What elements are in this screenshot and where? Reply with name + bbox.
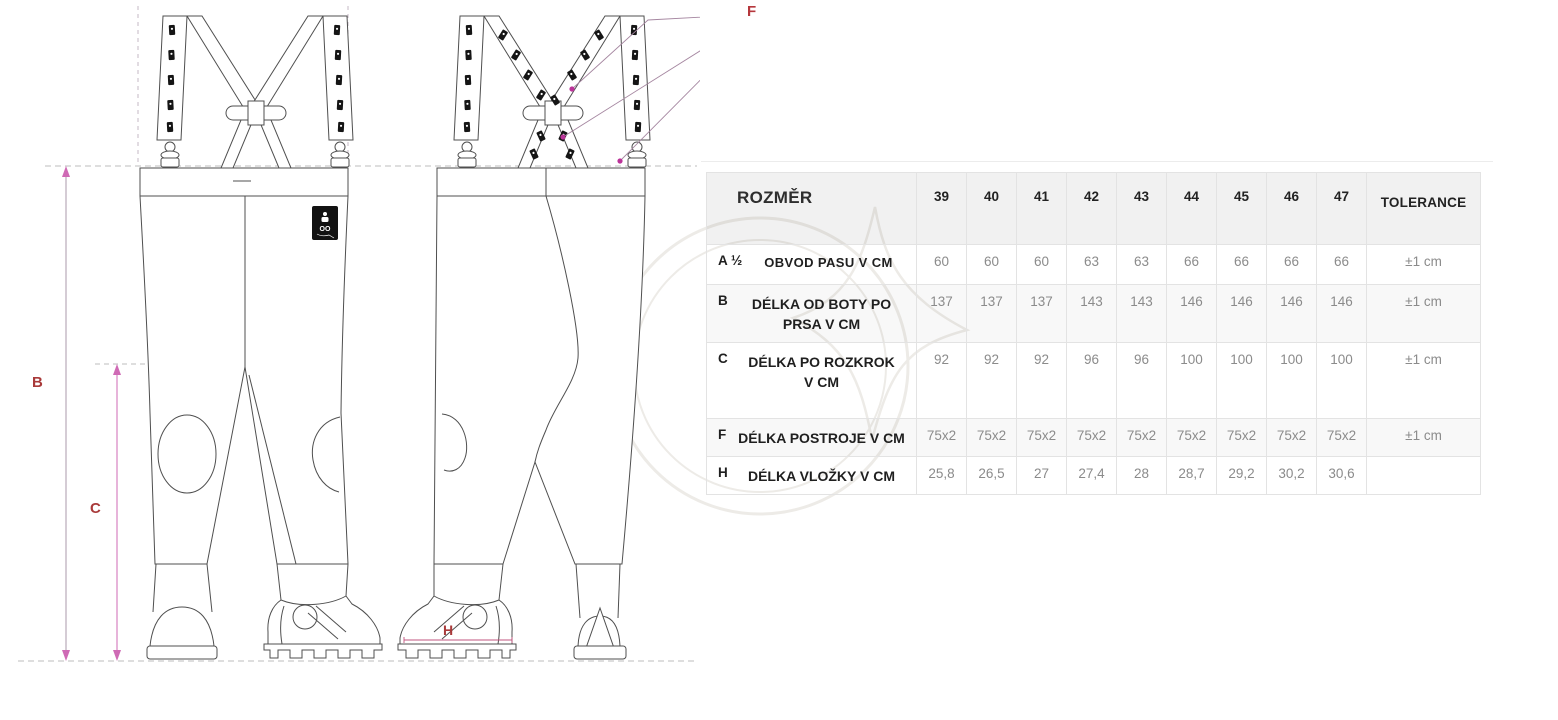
suspender-stud	[335, 50, 342, 60]
size-value: 143	[1117, 285, 1167, 343]
size-value: 75x2	[1117, 419, 1167, 457]
suspender-stud	[464, 100, 471, 110]
dimension-line-c	[113, 364, 121, 661]
size-value: 28	[1117, 457, 1167, 495]
row-label-B	[707, 285, 917, 343]
suspender-stud	[167, 122, 174, 132]
row-prefix: B	[718, 293, 728, 308]
size-value: 60	[967, 245, 1017, 285]
size-value: 66	[1267, 245, 1317, 285]
size-value: 75x2	[1017, 419, 1067, 457]
size-value: 75x2	[1217, 419, 1267, 457]
size-value: 92	[967, 343, 1017, 419]
row-label-H	[707, 457, 917, 495]
brand-patch	[312, 206, 338, 240]
suspender-stud	[465, 50, 472, 60]
col-header-size: 40	[967, 173, 1017, 245]
col-header-size: 44	[1167, 173, 1217, 245]
col-header-size: 46	[1267, 173, 1317, 245]
size-value: 60	[917, 245, 967, 285]
row-label-text: OBVOD PASU V CM	[764, 255, 893, 270]
size-value: 29,2	[1217, 457, 1267, 495]
suspender-stud	[167, 100, 174, 110]
suspender-stud	[465, 75, 472, 85]
tolerance-value: ±1 cm	[1367, 343, 1481, 419]
row-prefix: C	[718, 351, 728, 366]
row-prefix: H	[718, 465, 728, 480]
back-body-outline	[434, 196, 645, 564]
size-value: 75x2	[1317, 419, 1367, 457]
size-table-row-A	[707, 245, 1481, 285]
size-value: 75x2	[1067, 419, 1117, 457]
size-value: 63	[1067, 245, 1117, 285]
row-label-text: DÉLKA VLOŽKY V CM	[747, 468, 895, 484]
harness-point-1	[569, 86, 574, 91]
row-label-C	[707, 343, 917, 419]
suspender-stud	[632, 50, 639, 60]
size-table	[706, 172, 1481, 495]
size-value: 92	[1017, 343, 1067, 419]
size-value: 146	[1217, 285, 1267, 343]
front-body-outline	[140, 196, 348, 564]
back-waist-band	[437, 168, 645, 196]
size-value: 146	[1317, 285, 1367, 343]
size-value: 96	[1067, 343, 1117, 419]
size-value: 66	[1217, 245, 1267, 285]
tolerance-value	[1367, 457, 1481, 495]
row-prefix: F	[718, 427, 727, 442]
size-table-row-B	[707, 285, 1481, 343]
col-header-size: 39	[917, 173, 967, 245]
col-header-size: 42	[1067, 173, 1117, 245]
suspender-stud	[168, 50, 175, 60]
size-value: 25,8	[917, 457, 967, 495]
suspender-stud	[336, 75, 343, 85]
tolerance-value: ±1 cm	[1367, 245, 1481, 285]
suspender-stud	[466, 25, 473, 35]
suspender-stud	[168, 75, 175, 85]
col-header-tolerance: TOLERANCE	[1367, 173, 1481, 245]
size-value: 28,7	[1167, 457, 1217, 495]
size-value: 75x2	[1267, 419, 1317, 457]
col-header-size: 47	[1317, 173, 1367, 245]
size-table-row-F	[707, 419, 1481, 457]
suspender-stud	[338, 122, 345, 132]
brand-patch-text: OO	[319, 226, 331, 233]
suspender-stud	[631, 25, 638, 35]
suspender-stud	[337, 100, 344, 110]
dimension-label-b: B	[32, 374, 43, 391]
harness-point-2	[560, 134, 565, 139]
size-value: 137	[1017, 285, 1067, 343]
front-suspenders	[157, 16, 353, 168]
harness-point-3	[617, 158, 622, 163]
suspender-stud	[334, 25, 341, 35]
size-value: 75x2	[1167, 419, 1217, 457]
size-table-header-row	[707, 173, 1481, 245]
size-value: 146	[1167, 285, 1217, 343]
size-value: 146	[1267, 285, 1317, 343]
size-table-row-C	[707, 343, 1481, 419]
dimension-label-f: F	[747, 3, 757, 20]
size-value: 27	[1017, 457, 1067, 495]
size-value: 27,4	[1067, 457, 1117, 495]
size-value: 137	[917, 285, 967, 343]
back-suspenders	[454, 16, 650, 168]
row-label-A	[707, 245, 917, 285]
size-value: 75x2	[917, 419, 967, 457]
size-value: 66	[1317, 245, 1367, 285]
col-header-size: 41	[1017, 173, 1067, 245]
size-value: 143	[1067, 285, 1117, 343]
back-left-boot	[398, 564, 516, 658]
section-divider-line	[701, 161, 1493, 162]
size-value: 96	[1117, 343, 1167, 419]
dimension-line-b	[62, 166, 70, 661]
size-value: 100	[1267, 343, 1317, 419]
size-table-row-H	[707, 457, 1481, 495]
size-value: 75x2	[967, 419, 1017, 457]
size-value: 26,5	[967, 457, 1017, 495]
size-value: 100	[1317, 343, 1367, 419]
dimension-label-c: C	[90, 500, 101, 517]
suspender-stud	[635, 122, 642, 132]
size-value: 137	[967, 285, 1017, 343]
size-value: 100	[1217, 343, 1267, 419]
back-view-drawing	[398, 16, 650, 659]
front-view-drawing	[140, 16, 382, 659]
size-value: 30,2	[1267, 457, 1317, 495]
size-value: 63	[1117, 245, 1167, 285]
suspender-stud	[633, 75, 640, 85]
size-value: 100	[1167, 343, 1217, 419]
row-label-text: DÉLKA PO ROZKROK V CM	[748, 354, 895, 391]
dimension-label-h: H	[443, 622, 454, 638]
suspender-stud	[634, 100, 641, 110]
waders-technical-drawing	[0, 0, 700, 720]
row-label-F	[707, 419, 917, 457]
back-right-boot	[574, 564, 626, 659]
col-header-size: 45	[1217, 173, 1267, 245]
col-header-dimension: ROZMĚR	[707, 173, 917, 245]
row-label-text: DÉLKA POSTROJE V CM	[738, 430, 905, 446]
size-value: 66	[1167, 245, 1217, 285]
front-waist-band	[140, 168, 348, 196]
tolerance-value: ±1 cm	[1367, 419, 1481, 457]
size-value: 92	[917, 343, 967, 419]
row-label-text: DÉLKA OD BOTY PO PRSA V CM	[751, 296, 892, 333]
col-header-size: 43	[1117, 173, 1167, 245]
row-prefix: A ½	[718, 253, 743, 268]
size-value: 30,6	[1317, 457, 1367, 495]
front-left-boot	[147, 564, 217, 659]
size-value: 60	[1017, 245, 1067, 285]
front-right-boot	[264, 564, 382, 658]
tolerance-value: ±1 cm	[1367, 285, 1481, 343]
suspender-stud	[464, 122, 471, 132]
suspender-stud	[169, 25, 176, 35]
knee-pad-left	[158, 415, 216, 493]
